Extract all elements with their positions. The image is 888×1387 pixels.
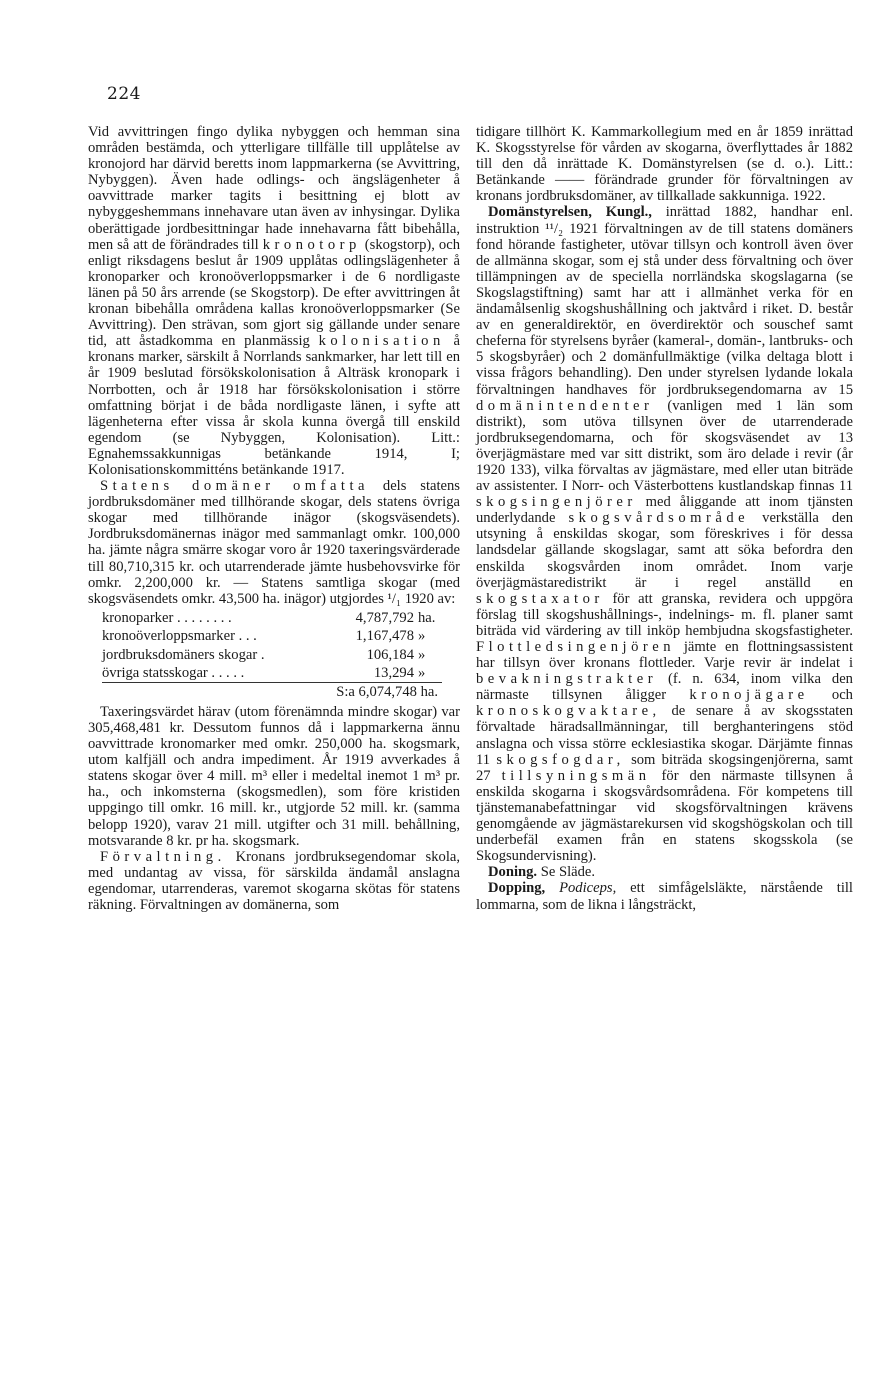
table-row: kronoöverloppsmarker . . . 1,167,478 » — [102, 628, 426, 645]
table-total-row: S:a 6,074,748 ha. — [102, 683, 442, 702]
entry-dopping: Dopping, Podiceps, ett simfågelsläkte, närstående till lommarna, som de likna i långsträckt, — [476, 880, 853, 913]
term-kronotorp: kronotorp — [262, 236, 361, 253]
table-row: jordbruksdomäners skogar . 106,184 » — [102, 646, 426, 663]
term-kolonisation: kolonisation — [318, 333, 445, 350]
entry-domanstyrelsen: Domänstyrelsen, Kungl., inrättad 1882, handhar enl. instruktion ¹¹/₂ 1921 förvaltningen av de till statens domäners fond hörande fastigheter, utövar tillsyn och kontroll även över de allmänna skogar, som ej stå under dess förvaltning och över tillämpningen av de speciella norrländska skogslagarna (se Skogslagstiftning) samt har att i allmänhet verka för en ändamålsenlig skogshushållning och jaktvård i riket. D. består av en generaldirektör, en överdirektör och souschef samt cheferna för styrelsens byråer (kameral-, domän-, lantbruks- och 5 skogsbyråer) och 2 domänfullmäktige (vilka deltaga blott i vissa frågors behandling). Den under styrelsen lydande lokala förvaltningen handhaves för jordbruksegendomarna av 15 domänintendenter (vanligen med 1 län som distrikt), som utöva tillsynen över de utarrenderade jordbruksegendomarna, och för skogsväsendet av 13 överjägmästare med var sitt distrikt, som äro delade i revir (år 1920 133), vilka förvaltas av jägmästare, med eller utan biträde av assistenter. I Norr- och Västerbottens kustlandskap finnas 11 skogsingenjörer med åliggande att inom tjänsten underlydande skogsvårdsområde verkställa den utsyning å enskildas skogar, som föreskrives i för dessa landsdelar gällande skogslagar, samt att söka befordra den enskilda skogsvården inom området. Inom varje överjägmästaredistrikt är i regel anställd en skogstaxator för att granska, revidera och uppgöra förslag till skogshushållnings-, indelnings- m. fl. planer samt biträda vid värdering av till inköp hembjudna skogsfastigheter. Flottledsingenjören jämte en flottningsassistent har tillsyn över kronans flottleder. Varje revir är indelat i bevakningstrakter (f. n. 634, inom vilka den närmaste tillsynen åligger kronojägare och kronoskogvaktare, de senare å av skogsstaten förvaltade häradsallmänningar, till berghanteringens stöd anslagna och vissa större ecklesiastika skogar. Därjämte finnas 11 skogsfogdar, som biträda skogsingenjörerna, samt 27 tillsyningsmän för den närmaste tillsynen å enskilda skogarna i skogsvårdsområdena. För kompetens till tjänstemanabefattningar vid skogsförvaltningen krävens genomgående av jägmästarekursen vid skogshögskolan och till underbefäl examen från en statens skogsskola (se Skogsundervisning). — [476, 204, 853, 865]
table-row: kronoparker . . . . . . . . 4,787,792 ha. — [102, 609, 436, 626]
entry-heading-dopping: Dopping, — [488, 880, 546, 897]
forest-area-table — [102, 609, 442, 702]
paragraph-nybyggen: Vid avvittringen fingo dylika nybyggen och hemman sina områden bestämda, och ytterligare tillfälle till upplåtelse av kronojord har därvid beretts inom lappmarkerna (se Avvittring, Nybyggen). Även hade odlings- och ängslägenheter å oavvittrade marker tagits i besittning ej blott av nybyggeshemmans innehavare utan även av inhysingar. Dylika oberättigade jordbesittningar hade innehavarna fått bibehålla, men så att de förändrades till kronotorp (skogstorp), och enligt riksdagens beslut år 1909 upplåtas odlingslägenheter å kronoparker och kronoöverloppsmarker i de 6 nordligaste länen på 50 års arrende (se Skogstorp). De efter avvittringen åt kronan bibehålla områdena kallas kronoöverloppsmarker (Se Avvittring). Den strävan, som gjort sig gällande under senare tid, att åstadkomma en planmässig kolonisation å kronans marker, särskilt å Norrlands sankmarker, har lett till en år 1909 beslutad försökskolonisation å Alträsk kronopark i Norrbotten, och år 1918 har försökskolonisation i större omfattning börjat i de båda nordligaste länen, i syfte att lägenheterna efter vissa år skola kunna övergå till enskild egendom (se Nybyggen, Kolonisation). Litt.: Egnahemssakkunnigas betänkande 1914, I; Kolonisationskommitténs betänkande 1917. — [88, 124, 460, 478]
right-column — [476, 124, 853, 913]
entry-heading-doning: Doning. — [488, 864, 538, 881]
entry-heading-domanstyrelsen: Domänstyrelsen, Kungl., — [488, 204, 652, 221]
paragraph-statens-domaner: Statens domäner omfatta dels statens jordbruksdomäner med tillhörande skogar, dels statens övriga skogar med tillhörande inägor (skogsväsendets). Jordbruksdomänernas inägor med sammanlagt omkr. 100,000 ha. jämte några smärre skogar voro år 1920 taxeringsvärderade till 80,710,315 kr. och utarrenderade jämte husbehovsvirke för omkr. 2,200,000 kr. — Statens samtliga skogar (med skogsväsendets omkr. 43,500 ha. inägor) utgjordes ¹/₁ 1920 av: — [88, 478, 460, 607]
page-number: 224 — [107, 84, 141, 104]
left-column — [88, 124, 460, 913]
paragraph-taxeringsvardet: Taxeringsvärdet härav (utom förenämnda mindre skogar) var 305,468,481 kr. Dessutom funnos då i lappmarkerna ännu oavvittrade kronomarker med omkr. 250,000 ha. skogsmark, utom kalfjäll och andra impediment. År 1919 avverkades å statens skogar över 4 mill. m³ eller i medeltal inemot 1 m³ pr. ha., och inkomsterna (skogsmedlen), som före kristiden uppgingo till omkr. 16 mill. kr., utgjorde 52 mill. kr. (samma belopp 1920), varav 21 mill. utgifter och 31 mill. behållning, motsvarande 8 kr. pr ha. skogsmark. — [88, 703, 460, 849]
term-forvaltning: Förvaltning. — [100, 848, 226, 865]
term-statens-domaner: Statens domäner omfatta — [100, 478, 370, 495]
paragraph-forvaltning-continued: tidigare tillhört K. Kammarkollegium med en år 1859 inrättad K. Skogsstyrelse för vården av skogarna, överflyttades år 1882 till den då inrättade K. Domänstyrelsen (se d. o.). Litt.: Betänkande —— förändrade grunder för förvaltningen av kronans jordbruksdomäner, av tillkallade sakkunniga. 1922. — [476, 124, 853, 205]
entry-doning: Doning. Se Släde. — [488, 864, 596, 881]
table-row: övriga statsskogar . . . . . 13,294 » — [102, 665, 426, 682]
paragraph-forvaltning: Förvaltning. Kronans jordbruksegendomar skola, med undantag av vissa, för särskilda ändamål anslagna egendomar, utarrenderas, varemot skogarna skötas för statens räkning. Förvaltningen av domänerna, som — [88, 848, 460, 913]
